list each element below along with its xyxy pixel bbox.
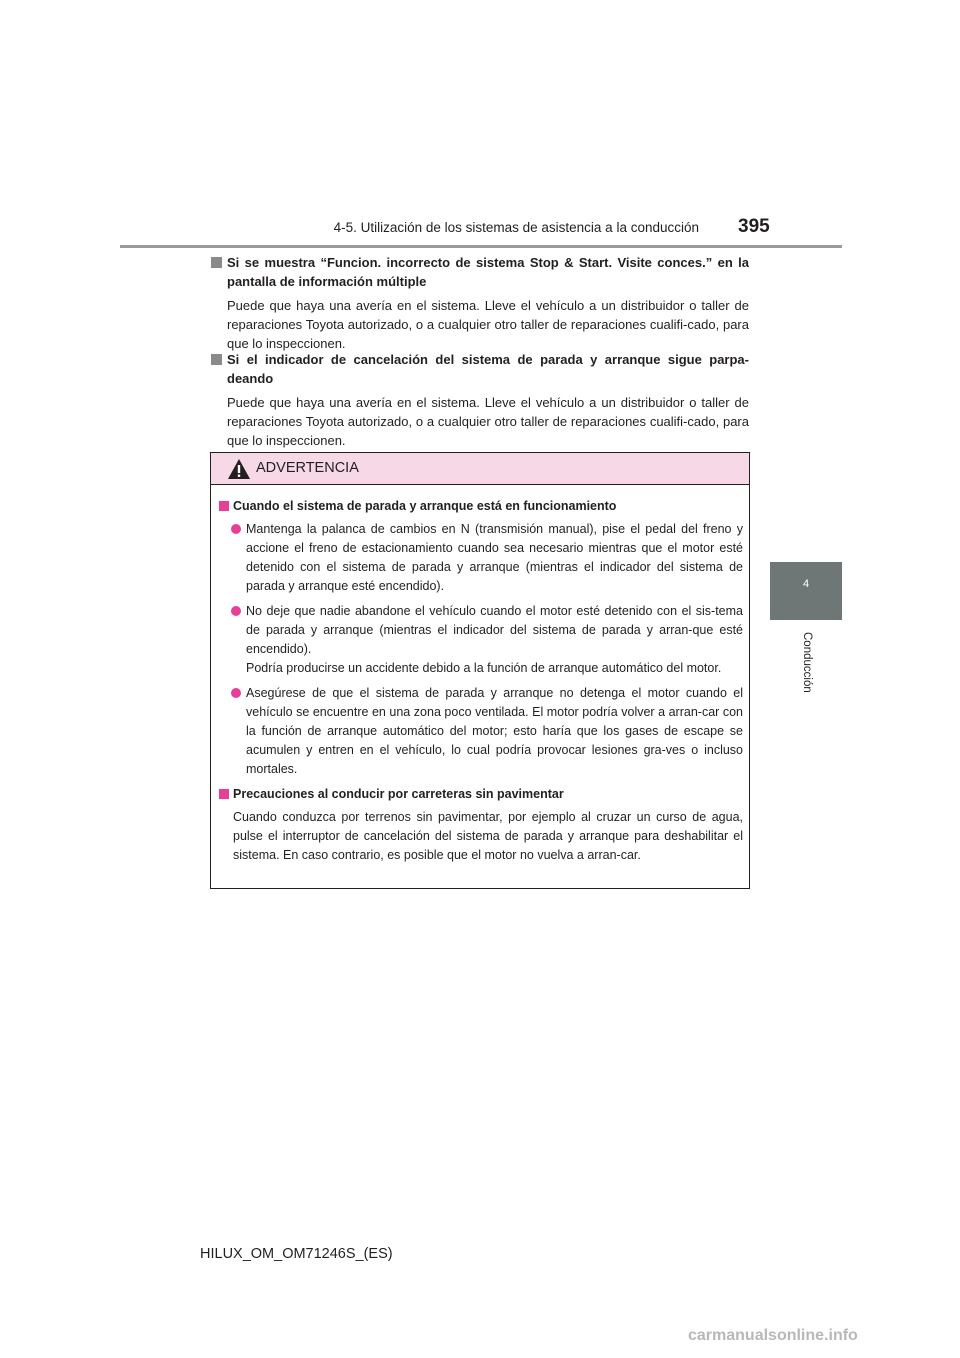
info-section-indicator-flashing bbox=[211, 350, 749, 450]
section-heading-text: Si se muestra “Funcion. incorrecto de sistema Stop & Start. Visite conces.” en la pantalla de información múltiple bbox=[227, 255, 749, 289]
warning-list-item bbox=[217, 602, 743, 678]
warning-list-item bbox=[217, 520, 743, 596]
warning-list-item bbox=[217, 684, 743, 779]
circle-bullet-icon bbox=[231, 688, 241, 698]
warning-body bbox=[217, 497, 743, 865]
warning-box bbox=[210, 452, 750, 889]
square-bullet-icon bbox=[211, 257, 222, 268]
square-bullet-icon bbox=[219, 789, 229, 799]
circle-bullet-icon bbox=[231, 524, 241, 534]
warning-heading-text: Precauciones al conducir por carreteras sin pavimentar bbox=[233, 787, 564, 801]
warning-heading-unpaved-roads bbox=[217, 785, 743, 804]
footer-document-code: HILUX_OM_OM71246S_(ES) bbox=[200, 1246, 393, 1262]
warning-heading-text: Cuando el sistema de parada y arranque está en funcionamiento bbox=[233, 499, 617, 513]
section-body: Puede que haya una avería en el sistema. Lleve el vehículo a un distribuidor o taller de reparaciones Toyota autorizado, o a cualquier otro taller de reparaciones cualifi-cado, para que lo inspeccionen. bbox=[227, 298, 749, 351]
chapter-label: Conducción bbox=[801, 632, 813, 693]
chapter-tab bbox=[770, 562, 842, 620]
warning-title: ADVERTENCIA bbox=[256, 460, 359, 476]
header-section-title: 4-5. Utilización de los sistemas de asistencia a la conducción bbox=[333, 220, 699, 235]
square-bullet-icon bbox=[211, 354, 222, 365]
page-number: 395 bbox=[738, 216, 770, 237]
warning-triangle-icon bbox=[227, 458, 251, 480]
section-heading bbox=[211, 350, 749, 388]
warning-item-text: Podría producirse un accidente debido a la función de arranque automático del motor. bbox=[246, 661, 722, 675]
chapter-number: 4 bbox=[802, 578, 810, 590]
warning-header bbox=[211, 453, 749, 485]
warning-item-text: Mantenga la palanca de cambios en N (transmisión manual), pise el pedal del freno y accione el freno de estacionamiento cuando sea necesario mientras que el motor esté detenido con el sistema de parada y arranque (mientras el indicador del sistema de parada y arranque esté encendido). bbox=[246, 522, 743, 593]
section-heading-text: Si el indicador de cancelación del sistema de parada y arranque sigue parpa-deando bbox=[227, 352, 749, 386]
info-section-malfunction-message bbox=[211, 253, 749, 353]
circle-bullet-icon bbox=[231, 606, 241, 616]
section-body: Puede que haya una avería en el sistema. Lleve el vehículo a un distribuidor o taller de reparaciones Toyota autorizado, o a cualquier otro taller de reparaciones cualifi-cado, para que lo inspeccionen. bbox=[227, 395, 749, 448]
watermark: carmanualsonline.info bbox=[688, 1327, 858, 1344]
warning-item-text: Asegúrese de que el sistema de parada y arranque no detenga el motor cuando el vehículo se encuentre en una zona poco ventilada. El motor podría volver a arran-car con la función de arranque automático del motor; esto haría que los gases de escape se acumulen y entren en el vehículo, lo cual podría provocar lesiones gra-ves o incluso mortales. bbox=[246, 686, 743, 776]
warning-item-text: No deje que nadie abandone el vehículo cuando el motor esté detenido con el sis-tema de parada y arranque (mientras el indicador del sistema de parada y arran-que esté encendido). bbox=[246, 604, 743, 656]
warning-body-text: Cuando conduzca por terrenos sin pavimentar, por ejemplo al cruzar un curso de agua, pulse el interruptor de cancelación del sistema de parada y arranque para deshabilitar el sistema. En caso contrario, es posible que el motor no vuelva a arran-car. bbox=[233, 810, 743, 862]
header-divider bbox=[120, 245, 842, 248]
square-bullet-icon bbox=[219, 501, 229, 511]
section-heading bbox=[211, 253, 749, 291]
warning-heading-stop-start bbox=[217, 497, 743, 516]
